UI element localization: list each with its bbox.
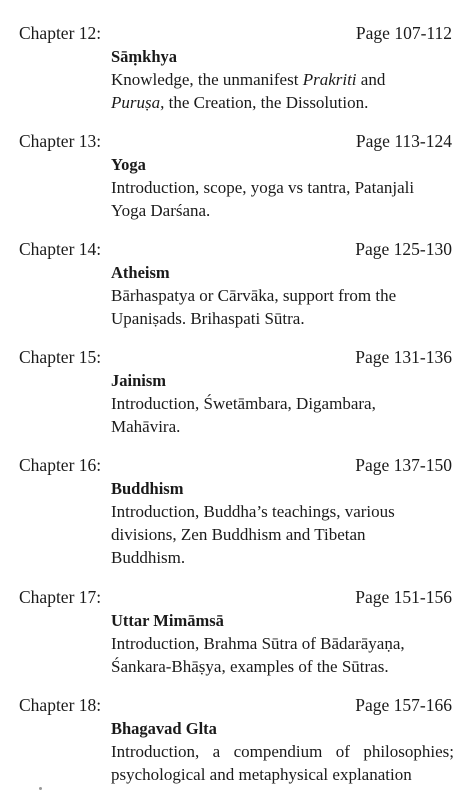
description-line	[111, 415, 456, 438]
italic-term: Puruṣa	[111, 93, 161, 112]
chapter-label: Chapter 16:	[19, 455, 102, 475]
description-text: Introduction, Buddha’s teachings, various	[111, 502, 395, 521]
description-text: Introduction, scope, yoga vs tantra, Patanjali	[111, 178, 415, 197]
description-line	[111, 68, 456, 91]
description-text: divisions, Zen Buddhism and Tibetan	[111, 525, 366, 544]
chapter-label: Chapter 12:	[19, 23, 102, 43]
page-speck	[39, 787, 42, 790]
chapter-title: Sāṃkhya	[111, 47, 178, 66]
chapter-label: Chapter 15:	[19, 347, 102, 367]
description-text: , the Creation, the Dissolution.	[160, 93, 369, 112]
description-line	[111, 176, 456, 199]
chapter-title: Atheism	[111, 263, 170, 282]
page-range: Page 131-136	[355, 347, 452, 367]
description-line	[111, 655, 456, 678]
chapter-label: Chapter 17:	[19, 587, 102, 607]
description-text: Buddhism.	[111, 548, 186, 567]
description-text: Introduction, Śwetāmbara, Digambara,	[111, 394, 376, 413]
page-range: Page 113-124	[355, 131, 452, 151]
description-text: psychological and metaphysical explanation	[111, 765, 412, 784]
description-line	[111, 91, 456, 114]
page-range: Page 125-130	[355, 239, 452, 259]
chapter-description	[111, 500, 456, 569]
description-text: Introduction, Brahma Sūtra of Bādarāyaṇa,	[111, 634, 405, 653]
chapter-label: Chapter 18:	[19, 695, 102, 715]
chapter-description	[111, 176, 456, 222]
chapter-description	[111, 284, 456, 330]
chapter-description	[111, 68, 456, 114]
chapter-title: Bhagavad Glta	[111, 719, 217, 738]
chapter-title: Uttar Mimāmsā	[111, 611, 224, 630]
chapter-description	[111, 740, 456, 786]
page-range: Page 107-112	[355, 23, 452, 43]
page-range: Page 157-166	[355, 695, 452, 715]
description-line	[111, 763, 456, 786]
description-line	[111, 392, 456, 415]
description-text: and	[356, 70, 386, 89]
page-range: Page 151-156	[355, 587, 452, 607]
description-line	[111, 632, 456, 655]
chapter-description	[111, 392, 456, 438]
chapter-description	[111, 632, 456, 678]
chapter-title: Buddhism	[111, 479, 184, 498]
page-range: Page 137-150	[355, 455, 452, 475]
description-text: Upaniṣads. Brihaspati Sūtra.	[111, 309, 305, 328]
description-line	[111, 546, 456, 569]
italic-term: Prakriti	[302, 70, 357, 89]
description-line	[111, 307, 456, 330]
description-text: Mahāvira.	[111, 417, 181, 436]
description-text: Knowledge, the unmanifest	[111, 70, 303, 89]
chapter-title: Jainism	[111, 371, 167, 390]
description-text: Bārhaspatya or Cārvāka, support from the	[111, 286, 397, 305]
chapter-title: Yoga	[111, 155, 146, 174]
description-line	[111, 523, 456, 546]
description-line	[111, 199, 456, 222]
description-text: Śankara-Bhāṣya, examples of the Sūtras.	[111, 657, 389, 676]
description-line	[111, 740, 454, 763]
description-line	[111, 284, 456, 307]
description-text: Yoga Darśana.	[111, 201, 211, 220]
chapter-label: Chapter 14:	[19, 239, 102, 259]
description-text: Introduction, a compendium of philosophies;	[111, 742, 454, 761]
chapter-label: Chapter 13:	[19, 131, 102, 151]
description-line	[111, 500, 456, 523]
